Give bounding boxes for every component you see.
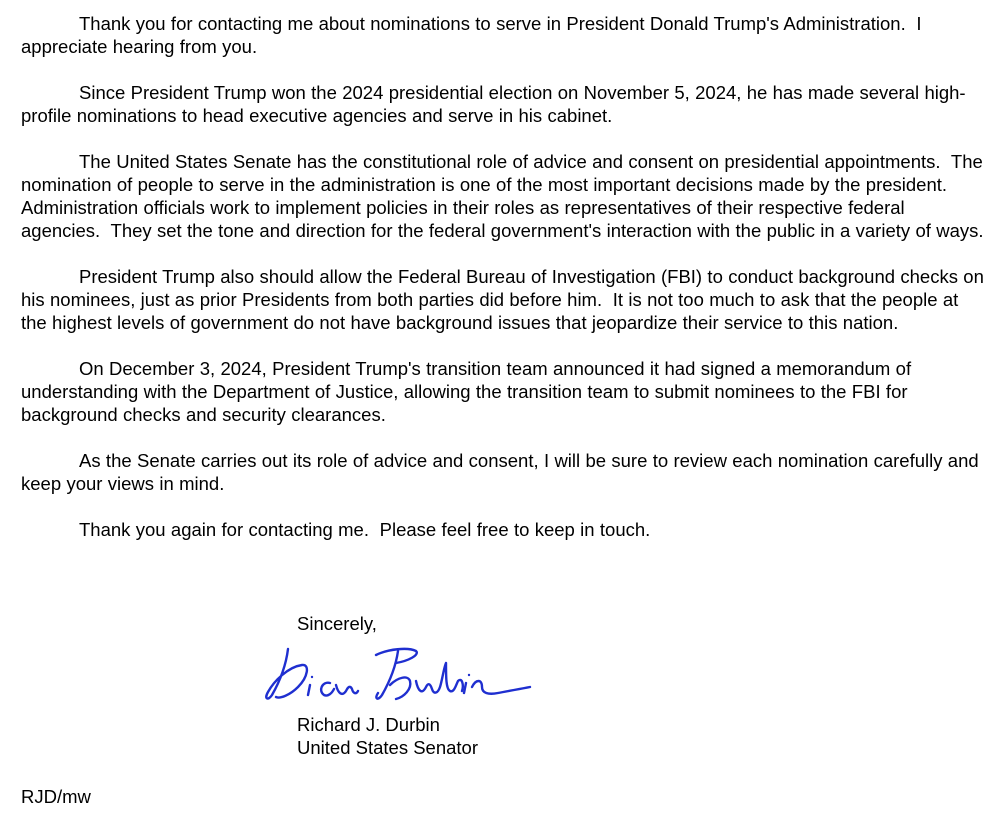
paragraph-6: As the Senate carries out its role of advice and consent, I will be sure to review each nomination carefully and keep your views in mind. [21, 450, 985, 494]
paragraph-5: On December 3, 2024, President Trump's transition team announced it had signed a memorandum of understanding with the Department of Justice, allowing the transition team to submit nominees to the FBI for background checks and security clearances. [21, 358, 917, 425]
paragraph-3: The United States Senate has the constitutional role of advice and consent on presidential appointments. The nomination of people to serve in the administration is one of the most important decisions made by the president. Administration officials work to implement policies in their roles as representatives of their respective federal agencies. They set the tone and direction for the federal government's interaction with the public in a variety of ways. [21, 151, 989, 241]
reference-initials: RJD/mw [21, 786, 91, 807]
paragraph-2: Since President Trump won the 2024 presidential election on November 5, 2024, he has made several high-profile nominations to head executive agencies and serve in his cabinet. [21, 82, 966, 126]
signer-title: United States Senator [297, 737, 478, 758]
signer-block [297, 713, 478, 759]
closing-salutation: Sincerely, [297, 613, 377, 634]
paragraph-1: Thank you for contacting me about nominations to serve in President Donald Trump's Administration. I appreciate hearing from you. [21, 13, 927, 57]
paragraph-7: Thank you again for contacting me. Please feel free to keep in touch. [79, 519, 651, 540]
letter-body [21, 12, 990, 562]
handwritten-signature [258, 637, 538, 707]
signature-drawing [258, 637, 538, 707]
paragraph-4: President Trump also should allow the Federal Bureau of Investigation (FBI) to conduct background checks on his nominees, just as prior Presidents from both parties did before him. It is not too much to ask that the people at the highest levels of government do not have background issues that jeopardize their service to this nation. [21, 266, 990, 333]
closing-block [297, 612, 697, 635]
signer-name: Richard J. Durbin [297, 714, 440, 735]
